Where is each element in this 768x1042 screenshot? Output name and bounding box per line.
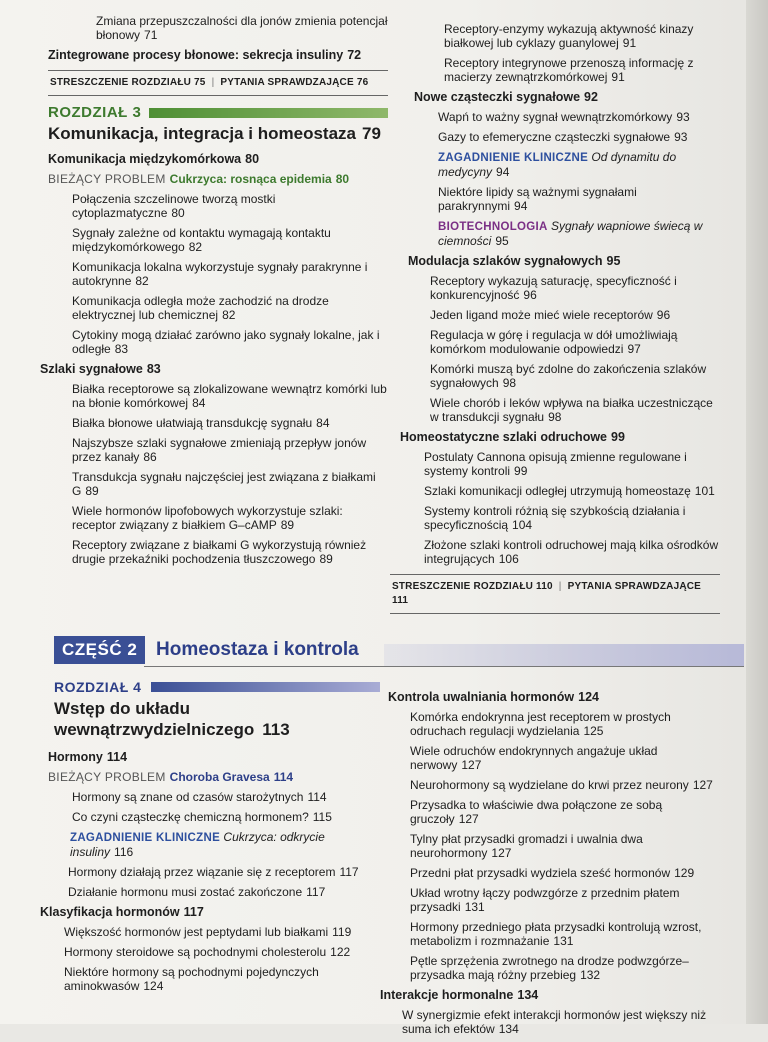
chapter-title: Wstęp do układu wewnątrzwydzielniczego 113	[54, 699, 290, 739]
toc-entry: Systemy kontroli różnią się szybkością działania i specyficznością 104	[424, 504, 686, 532]
right-column-top	[390, 22, 720, 624]
toc-entry: Hormony działają przez wiązanie się z receptorem 117	[68, 865, 359, 879]
current-problem: BIEŻĄCY PROBLEM Cukrzyca: rosnąca epidemia 80	[48, 172, 350, 186]
toc-entry: Cytokiny mogą działać zarówno jako sygnały lokalne, jak i odległe 83	[72, 328, 380, 356]
toc-entry: Przysadka to właściwie dwa połączone ze sobą gruczoły 127	[410, 798, 663, 826]
toc-entry: Receptory związane z białkami G wykorzystują również drugie przekaźniki pochodzenia tłuszczowego 89	[72, 538, 367, 566]
toc-entry: Białka błonowe ułatwiają transdukcję sygnału 84	[72, 416, 330, 430]
toc-entry: Postulaty Cannona opisują zmienne regulowane i systemy kontroli 99	[424, 450, 687, 478]
toc-entry: Komórki muszą być zdolne do zakończenia szlaków sygnałowych 98	[430, 362, 707, 390]
chapter-title: Komunikacja, integracja i homeostaza 79	[48, 124, 381, 143]
left-column-bottom	[40, 680, 380, 999]
toc-section: Klasyfikacja hormonów 117	[40, 905, 204, 919]
toc-entry: Połączenia szczelinowe tworzą mostki cytoplazmatyczne 80	[72, 192, 276, 220]
toc-entry: Komunikacja odległa może zachodzić na drodze elektrycznej lub chemicznej 82	[72, 294, 329, 322]
toc-entry: W synergizmie efekt interakcji hormonów jest większy niż suma ich efektów 134	[402, 1008, 707, 1036]
part-title: Homeostaza i kontrola	[156, 639, 359, 660]
toc-entry: Wiele chorób i leków wpływa na białka uczestniczące w transdukcji sygnału 98	[430, 396, 713, 424]
chapter-label: ROZDZIAŁ 3	[48, 104, 142, 121]
toc-entry: Najszybsze szlaki sygnałowe zmieniają przepływ jonów przez kanały 86	[72, 436, 367, 464]
toc-entry: Transdukcja sygnału najczęściej jest związana z białkami G 89	[72, 470, 376, 498]
toc-entry: Wiele hormonów lipofobowych wykorzystuje szlaki: receptor związany z białkiem G–cAMP 89	[72, 504, 343, 532]
toc-section: Interakcje hormonalne 134	[380, 988, 539, 1002]
chapter-stripe	[151, 682, 380, 692]
part-label: CZĘŚĆ 2	[54, 636, 145, 664]
toc-entry: Komórka endokrynna jest receptorem w prostych odruchach regulacji wydzielania 125	[410, 710, 671, 738]
toc-entry: Niektóre lipidy są ważnymi sygnałami parakrynnymi 94	[438, 185, 637, 213]
clinical-box-entry: ZAGADNIENIE KLINICZNE Od dynamitu do medycyny 94	[438, 150, 677, 179]
toc-entry: Receptory-enzymy wykazują aktywność kinazy białkowej lub cyklazy guanylowej 91	[444, 22, 694, 50]
toc-entry: Receptory wykazują saturację, specyficzność i konkurencyjność 96	[430, 274, 677, 302]
toc-entry: Hormony przedniego płata przysadki kontrolują wzrost, metabolizm i rozmnażanie 131	[410, 920, 702, 948]
toc-entry: Receptory integrynowe przenoszą informację z macierzy zewnątrzkomórkowej 91	[444, 56, 694, 84]
page-edge	[746, 0, 768, 1024]
toc-entry: Wiele odruchów endokrynnych angażuje układ nerwowy 127	[410, 744, 658, 772]
toc-entry: Przedni płat przysadki wydziela sześć hormonów 129	[410, 866, 695, 880]
toc-entry: Tylny płat przysadki gromadzi i uwalnia dwa neurohormony 127	[410, 832, 643, 860]
toc-section: Nowe cząsteczki sygnałowe 92	[414, 90, 598, 104]
part-rule	[144, 666, 744, 667]
toc-entry: Większość hormonów jest peptydami lub białkami 119	[64, 925, 352, 939]
left-column-top	[40, 14, 388, 572]
toc-entry: Neurohormony są wydzielane do krwi przez neurony 127	[410, 778, 713, 792]
chapter-summary-line: STRESZCZENIE ROZDZIAŁU 110 | PYTANIA SPRAWDZAJĄCE 111	[390, 574, 720, 614]
toc-section: Zintegrowane procesy błonowe: sekrecja insuliny 72	[48, 48, 362, 62]
toc-section: Homeostatyczne szlaki odruchowe 99	[400, 430, 625, 444]
toc-entry: Złożone szlaki kontroli odruchowej mają kilka ośrodków integrujących 106	[424, 538, 719, 566]
toc-entry: Sygnały zależne od kontaktu wymagają kontaktu międzykomórkowego 82	[72, 226, 331, 254]
clinical-box-entry: ZAGADNIENIE KLINICZNE Cukrzyca: odkrycie insuliny 116	[70, 830, 325, 859]
toc-entry: Wapń to ważny sygnał wewnątrzkomórkowy 93	[438, 110, 690, 124]
part-stripe	[384, 644, 744, 666]
chapter-stripe	[149, 108, 388, 118]
toc-entry: Niektóre hormony są pochodnymi pojedynczych aminokwasów 124	[64, 965, 319, 993]
toc-section: Komunikacja międzykomórkowa 80	[48, 152, 260, 166]
current-problem: BIEŻĄCY PROBLEM Choroba Gravesa 114	[48, 770, 294, 784]
toc-entry: Zmiana przepuszczalności dla jonów zmienia potencjał błonowy 71	[96, 14, 388, 42]
toc-section: Kontrola uwalniania hormonów 124	[388, 690, 599, 704]
toc-section: Hormony 114	[48, 750, 128, 764]
chapter-summary-line: STRESZCZENIE ROZDZIAŁU 75 | PYTANIA SPRAWDZAJĄCE 76	[48, 70, 388, 96]
toc-section: Modulacja szlaków sygnałowych 95	[408, 254, 621, 268]
toc-entry: Regulacja w górę i regulacja w dół umożliwiają komórkom modulowanie odpowiedzi 97	[430, 328, 678, 356]
toc-entry: Jeden ligand może mieć wiele receptorów 96	[430, 308, 671, 322]
toc-entry: Działanie hormonu musi zostać zakończone 117	[68, 885, 326, 899]
part-2-header	[54, 630, 744, 670]
biotech-box-entry: BIOTECHNOLOGIA Sygnały wapniowe świecą w ciemności 95	[438, 219, 703, 248]
chapter-4-header	[40, 680, 380, 694]
chapter-label: ROZDZIAŁ 4	[54, 679, 142, 695]
chapter-3-header	[48, 106, 388, 120]
toc-entry: Białka receptorowe są zlokalizowane wewnątrz komórki lub na błonie komórkowej 84	[72, 382, 387, 410]
toc-entry: Co czyni cząsteczkę chemiczną hormonem? 115	[72, 810, 332, 824]
toc-entry: Komunikacja lokalna wykorzystuje sygnały parakrynne i autokrynne 82	[72, 260, 368, 288]
toc-section: Szlaki sygnałowe 83	[40, 362, 161, 376]
toc-entry: Hormony są znane od czasów starożytnych 114	[72, 790, 327, 804]
toc-entry: Układ wrotny łączy podwzgórze z przednim płatem przysadki 131	[410, 886, 680, 914]
toc-entry: Gazy to efemeryczne cząsteczki sygnałowe 93	[438, 130, 688, 144]
toc-entry: Pętle sprzężenia zwrotnego na drodze podwzgórze–przysadka mają różny przebieg 132	[410, 954, 689, 982]
right-column-bottom	[380, 690, 720, 1042]
toc-entry: Hormony steroidowe są pochodnymi cholesterolu 122	[64, 945, 351, 959]
toc-entry: Szlaki komunikacji odległej utrzymują homeostazę 101	[424, 484, 715, 498]
